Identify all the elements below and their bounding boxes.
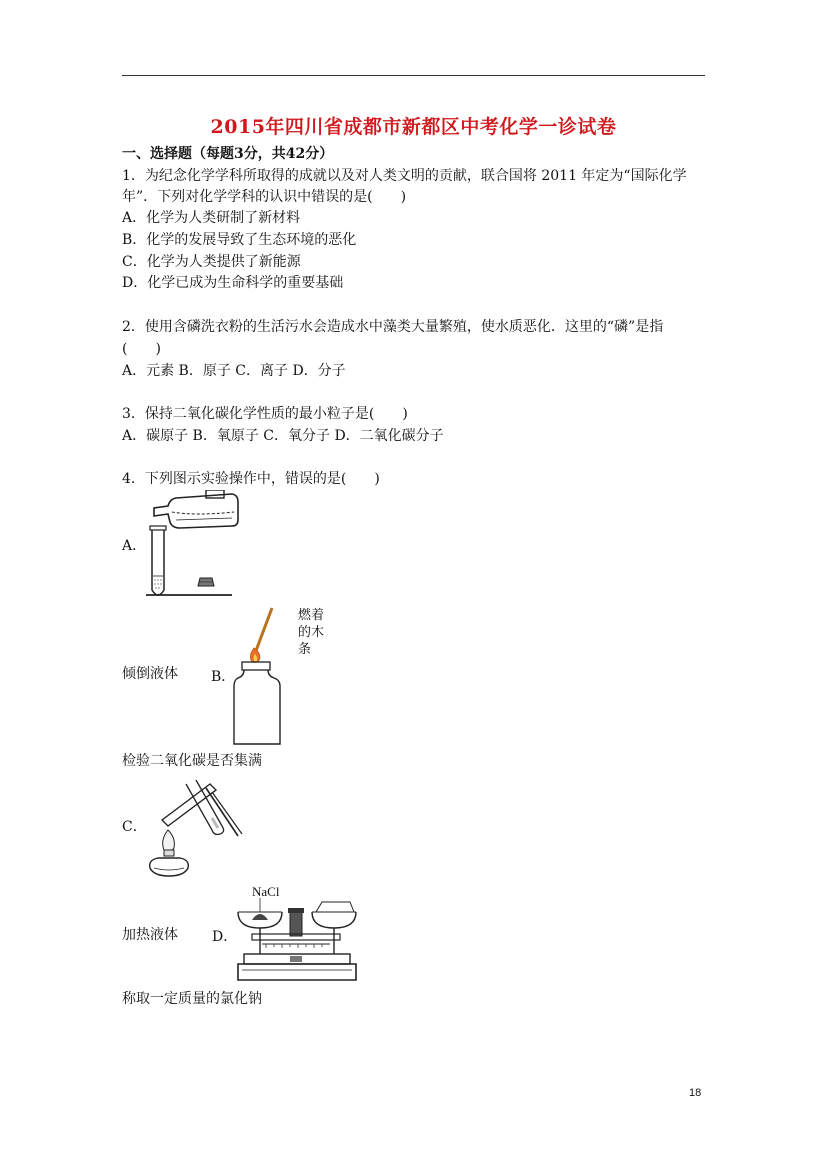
- q1-option-c: C．化学为人类提供了新能源: [122, 254, 301, 270]
- q1-option-d: D．化学已成为生命科学的重要基础: [122, 275, 344, 291]
- burning-stick-callout: [298, 607, 324, 658]
- co2-check-figure: [230, 604, 290, 748]
- pouring-liquid-figure: [146, 490, 246, 602]
- nacl-label: NaCl: [252, 884, 280, 899]
- q1-option-a: A．化学为人类研制了新材料: [122, 210, 301, 226]
- q4-option-b-label: B．: [211, 669, 236, 685]
- q1-stem-line1: 1．为纪念化学学科所取得的成就以及对人类文明的贡献，联合国将 2011 年定为“国际化学: [122, 168, 687, 184]
- q4-option-a-caption: 倾倒液体: [122, 666, 178, 682]
- q4-option-c-label: C．: [122, 819, 147, 835]
- q2-stem-line1: 2．使用含磷洗衣粉的生活污水会造成水中藻类大量繁殖，使水质恶化．这里的“磷”是指: [122, 319, 664, 335]
- q1-stem-line2: 年”．下列对化学学科的认识中错误的是( ): [122, 189, 407, 205]
- section-heading: 一、选择题（每题3分，共42分）: [122, 146, 334, 162]
- q4-option-d-caption: 称取一定质量的氯化钠: [122, 991, 262, 1007]
- balance-figure: [232, 898, 358, 986]
- callout-line-1: 燃着: [298, 608, 325, 623]
- q2-options: A．元素 B．原子 C．离子 D．分子: [122, 363, 346, 379]
- q2-stem-line2: ( ): [122, 341, 161, 357]
- q4-stem: 4．下列图示实验操作中，错误的是( ): [122, 471, 380, 487]
- callout-line-2: 的木: [298, 625, 325, 640]
- q4-option-c-caption: 加热液体: [122, 927, 178, 943]
- q4-option-d-label: D．: [212, 929, 238, 945]
- exam-title: 2015年四川省成都市新都区中考化学一诊试卷: [210, 116, 617, 138]
- q1-option-b: B．化学的发展导致了生态环境的恶化: [122, 232, 357, 248]
- q4-option-b-caption: 检验二氧化碳是否集满: [122, 753, 262, 769]
- page-number: 18: [689, 1087, 702, 1099]
- header-rule: [122, 75, 705, 76]
- q4-option-a-label: A．: [122, 538, 147, 554]
- q3-stem: 3．保持二氧化碳化学性质的最小粒子是( ): [122, 406, 408, 422]
- callout-line-3: 条: [298, 642, 312, 657]
- heating-liquid-figure: [146, 778, 246, 878]
- q3-options: A．碳原子 B．氧原子 C．氧分子 D．二氧化碳分子: [122, 428, 444, 444]
